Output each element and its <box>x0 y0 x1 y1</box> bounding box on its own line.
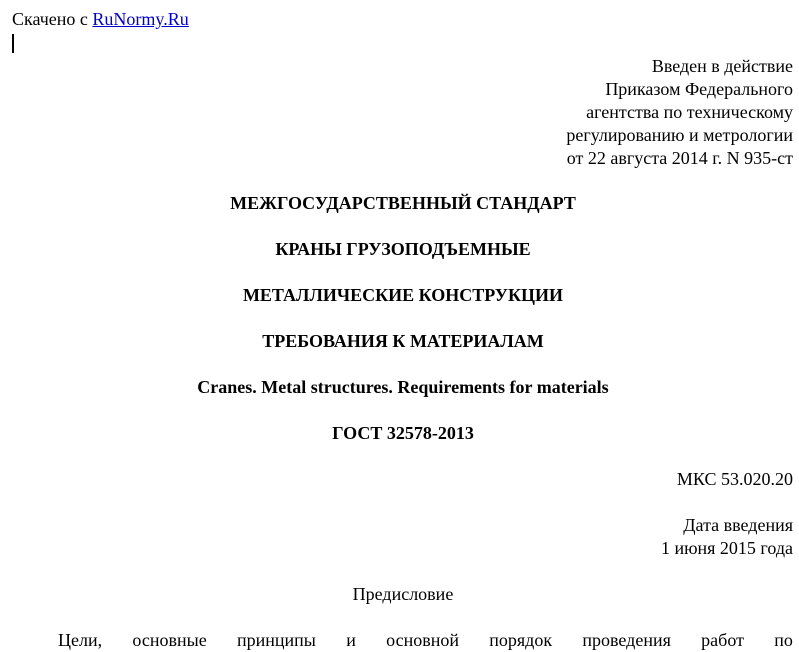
english-title: Cranes. Metal structures. Requirements for materials <box>197 377 609 397</box>
preface-word: основной <box>386 630 459 650</box>
title-line-2: МЕТАЛЛИЧЕСКИЕ КОНСТРУКЦИИ <box>242 285 564 305</box>
intro-line-2: Приказом Федерального <box>605 79 793 99</box>
preface-word: по <box>774 630 793 650</box>
intro-line-1: Введен в действие <box>651 56 793 76</box>
intro-line-4: регулированию и метрологии <box>566 125 793 145</box>
preface-word: порядок <box>489 630 553 650</box>
preface-word: работ <box>701 630 744 650</box>
intro-line-3: агентства по техническому <box>586 102 793 122</box>
standard-type-heading: МЕЖГОСУДАРСТВЕННЫЙ СТАНДАРТ <box>230 193 576 213</box>
preface-word: основные <box>132 630 207 650</box>
preface-word: Цели, <box>58 630 103 650</box>
intro-date-label: Дата введения <box>683 515 793 535</box>
preface-word: проведения <box>582 630 671 650</box>
preface-word: принципы <box>237 630 316 650</box>
preface-first-line <box>58 629 793 652</box>
download-prefix: Скачено с <box>12 9 88 29</box>
intro-line-5: от 22 августа 2014 г. N 935-ст <box>566 148 793 168</box>
text-cursor <box>12 34 14 53</box>
intro-date-value: 1 июня 2015 года <box>660 538 793 558</box>
preface-word: и <box>346 630 356 650</box>
preface-heading: Предисловие <box>352 584 454 604</box>
mks-code: МКС 53.020.20 <box>676 469 793 489</box>
title-line-3: ТРЕБОВАНИЯ К МАТЕРИАЛАМ <box>262 331 544 351</box>
runormy-link[interactable]: RuNormy.Ru <box>92 9 189 29</box>
gost-number: ГОСТ 32578-2013 <box>332 423 474 443</box>
download-source-line <box>12 8 189 31</box>
title-line-1: КРАНЫ ГРУЗОПОДЪЕМНЫЕ <box>275 239 531 259</box>
